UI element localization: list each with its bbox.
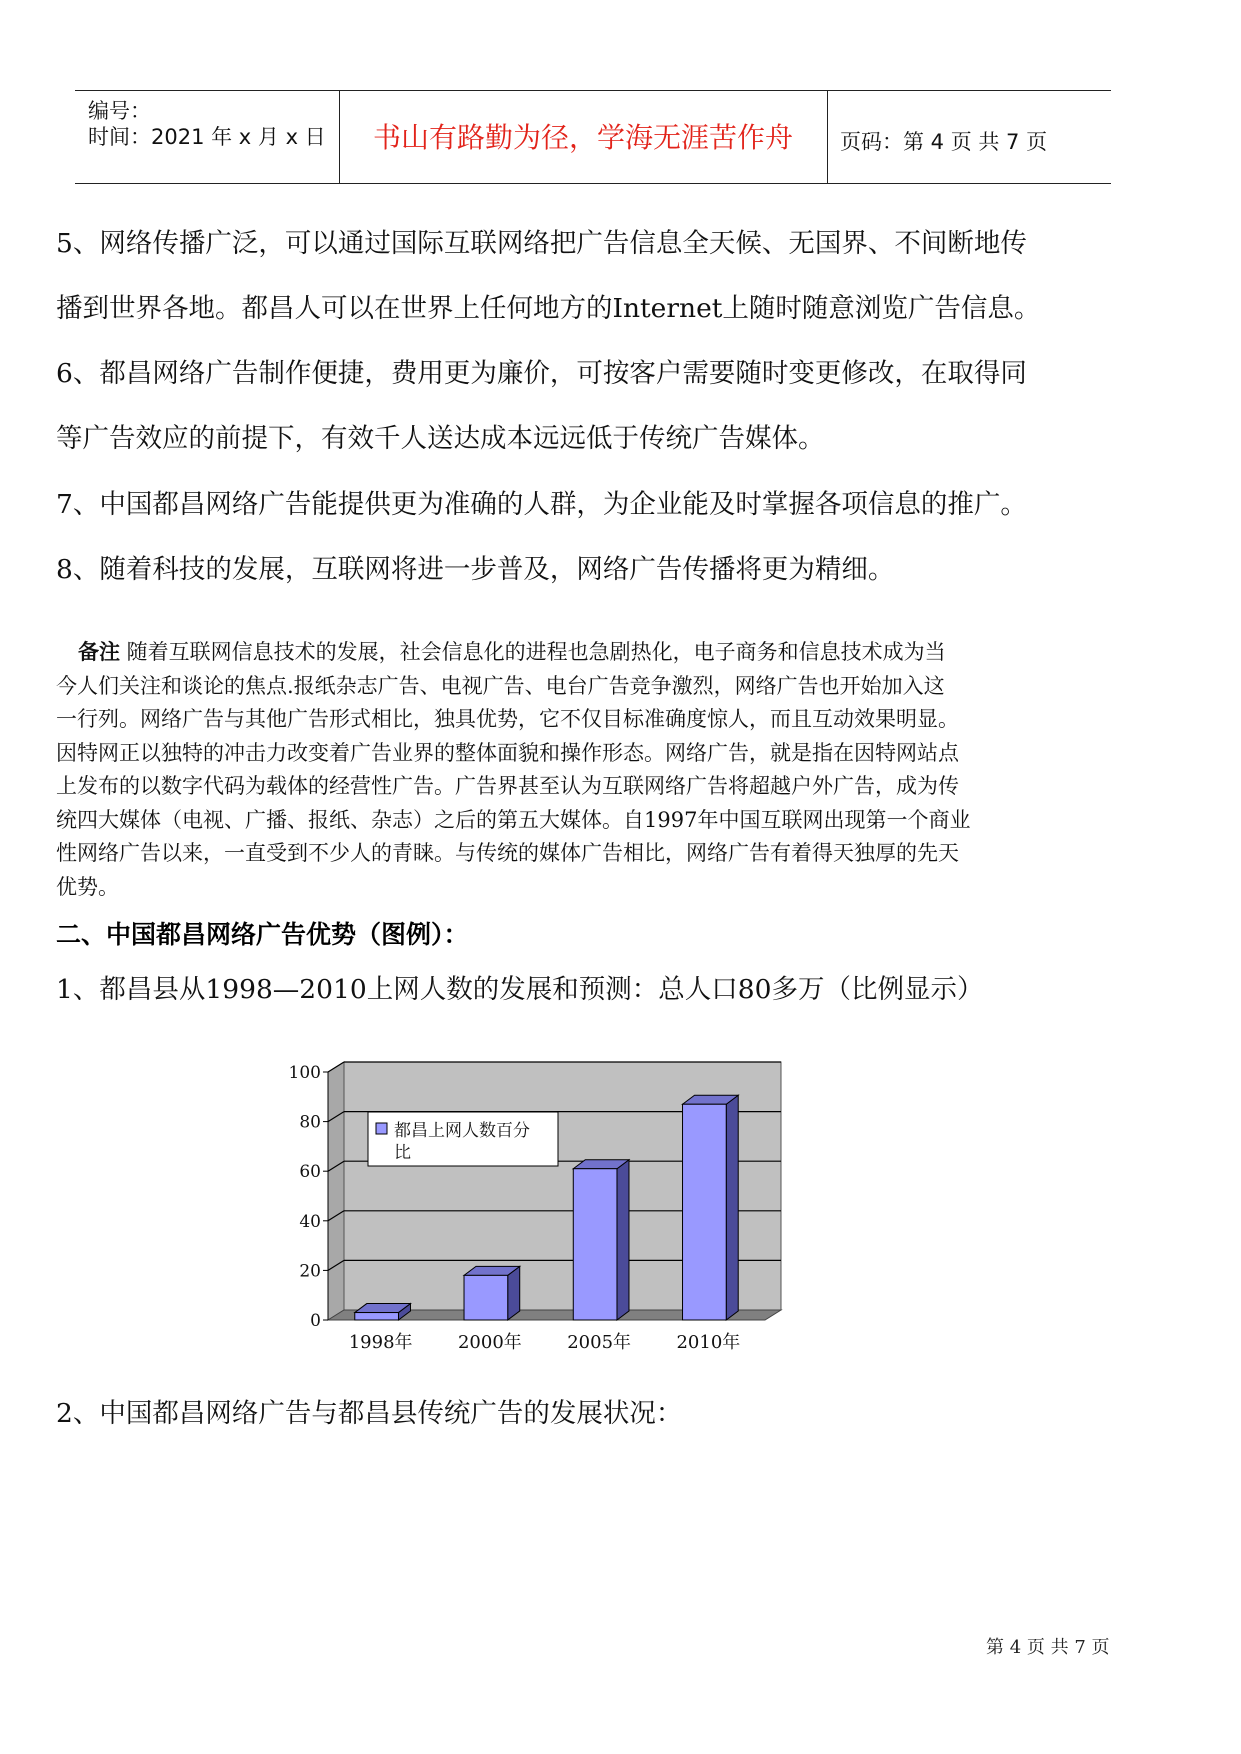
body-line: 等广告效应的前提下，有效千人送达成本远远低于传统广告媒体。 xyxy=(56,423,825,454)
note-first-line xyxy=(56,636,1156,670)
legend-label: 都昌上网人数百分 xyxy=(394,1121,530,1141)
note-line: 上发布的以数字代码为载体的经营性广告。广告界甚至认为互联网络广告将超越户外广告，成为传 xyxy=(56,774,959,798)
body-line: 6、都昌网络广告制作便捷，费用更为廉价，可按客户需要随时变更修改，在取得同 xyxy=(56,358,1027,389)
header-bottom-rule xyxy=(75,183,1111,184)
note-label: 备注 xyxy=(78,640,120,664)
date-text: 时间：2021 年 x 月 x 日 xyxy=(88,125,326,149)
note-paragraph xyxy=(56,636,1156,904)
body-line: 8、随着科技的发展，互联网将进一步普及，网络广告传播将更为精细。 xyxy=(56,554,895,585)
y-tick-label: 0 xyxy=(310,1311,321,1331)
y-tick-label: 40 xyxy=(299,1211,321,1232)
x-tick-label: 2010年 xyxy=(676,1332,741,1353)
note-line: 性网络广告以来，一直受到不少人的青睐。与传统的媒体广告相比，网络广告有着得天独厚的先天 xyxy=(56,841,959,865)
plot-side-wall xyxy=(328,1062,344,1320)
x-tick-label: 2005年 xyxy=(567,1332,632,1353)
bar-side xyxy=(617,1160,629,1320)
serial-label: 编号： xyxy=(88,99,151,123)
bar-chart xyxy=(280,1060,800,1370)
bar xyxy=(683,1104,727,1320)
note-line: 今人们关注和谈论的焦点.报纸杂志广告、电视广告、电台广告竞争激烈，网络广告也开始加入这 xyxy=(56,673,945,698)
section2-line: 2、中国都昌网络广告与都昌县传统广告的发展状况： xyxy=(56,1398,683,1429)
note-line: 一行列。网络广告与其他广告形式相比，独具优势，它不仅目标准确度惊人，而且互动效果明显。 xyxy=(56,707,959,731)
header-motto: 书山有路勤为径，学海无涯苦作舟 xyxy=(372,121,793,154)
page-code: 页码：第 4 页 共 7 页 xyxy=(840,130,1048,154)
body-line: 播到世界各地。都昌人可以在世界上任何地方的Internet上随时随意浏览广告信息。 xyxy=(56,293,1041,324)
note-line: 因特网正以独特的冲击力改变着广告业界的整体面貌和操作形态。网络广告，就是指在因特网站点 xyxy=(56,740,959,765)
chart-intro: 1、都昌县从1998—2010上网人数的发展和预测：总人口80多万（比例显示） xyxy=(56,974,984,1005)
body-line: 7、中国都昌网络广告能提供更为准确的人群，为企业能及时掌握各项信息的推广。 xyxy=(56,489,1027,520)
body-line: 5、网络传播广泛，可以通过国际互联网络把广告信息全天候、无国界、不间断地传 xyxy=(56,228,1027,259)
bar xyxy=(573,1169,617,1320)
bar xyxy=(355,1313,399,1320)
header-top-rule xyxy=(75,90,1111,91)
x-tick-label: 1998年 xyxy=(348,1332,413,1353)
legend-swatch xyxy=(376,1123,387,1134)
y-tick-label: 20 xyxy=(299,1261,321,1282)
x-tick-label: 2000年 xyxy=(457,1332,522,1353)
section-heading: 二、中国都昌网络广告优势（图例）： xyxy=(56,920,469,949)
y-tick-label: 100 xyxy=(288,1063,321,1083)
note-line: 统四大媒体（电视、广播、报纸、杂志）之后的第五大媒体。自1997年中国互联网出现第一个商业 xyxy=(56,807,971,832)
note-text: 随着互联网信息技术的发展，社会信息化的进程也急剧热化，电子商务和信息技术成为当 xyxy=(120,640,946,664)
note-line: 优势。 xyxy=(56,874,119,899)
legend-label: 比 xyxy=(394,1143,411,1163)
bar xyxy=(464,1275,508,1320)
y-tick-label: 60 xyxy=(299,1162,321,1183)
y-tick-label: 80 xyxy=(299,1112,321,1133)
header-divider-right xyxy=(827,90,828,184)
page-footer: 第 4 页 共 7 页 xyxy=(986,1637,1110,1658)
bar-side xyxy=(726,1095,738,1320)
